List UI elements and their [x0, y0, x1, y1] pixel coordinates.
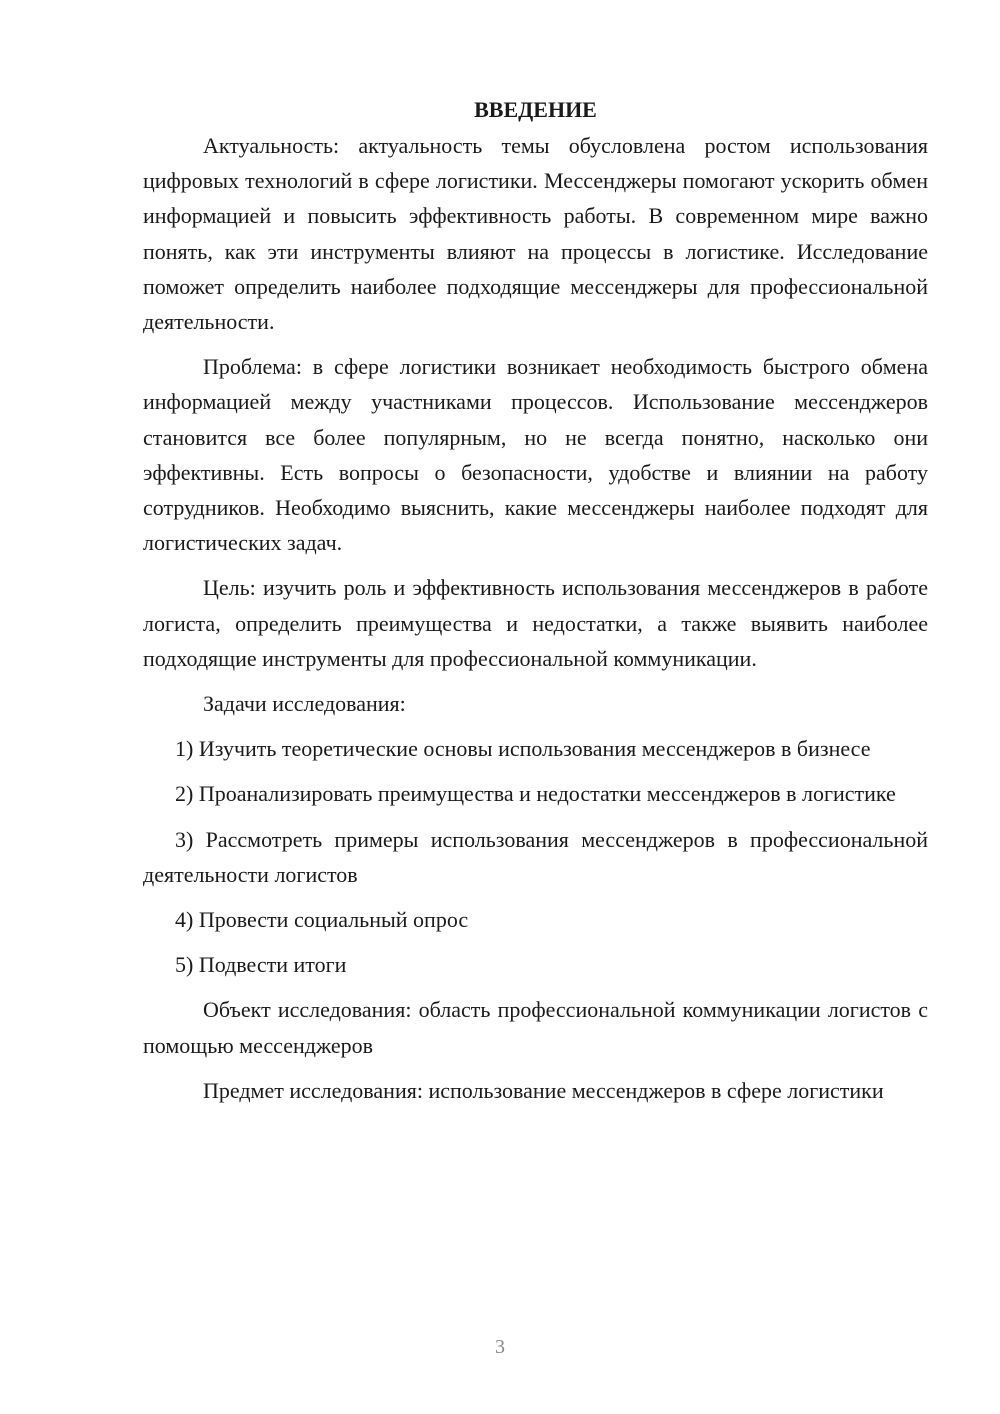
page-number: 3	[495, 1336, 505, 1358]
list-item: 1) Изучить теоретические основы использования мессенджеров в бизнесе	[175, 736, 871, 762]
paragraph-object: Объект исследования: область профессиональной коммуникации логистов с помощью мессенджеров	[143, 997, 928, 1058]
paragraph-subject: Предмет исследования: использование мессенджеров в сфере логистики	[203, 1077, 884, 1103]
list-item: 4) Провести социальный опрос	[175, 907, 469, 933]
tasks-heading: Задачи исследования:	[203, 691, 406, 717]
page-content	[143, 92, 928, 1108]
list-item: 3) Рассмотреть примеры использования мессенджеров в профессиональной деятельности логистов	[143, 826, 928, 887]
page-title: ВВЕДЕНИЕ	[474, 97, 597, 122]
paragraph-problem: Проблема: в сфере логистики возникает необходимость быстрого обмена информацией между участниками процессов. Использование мессенджеров становится все более популярным, но не всегда понятно, насколько они эффективны. Есть вопросы о безопасности, удобстве и влиянии на работу сотрудников. Необходимо выяснить, какие мессенджеры наиболее подходят для логистических задач.	[143, 354, 928, 556]
paragraph-goal: Цель: изучить роль и эффективность использования мессенджеров в работе логиста, определить преимущества и недостатки, а также выявить наиболее подходящие инструменты для профессиональной коммуникации.	[143, 575, 928, 671]
tasks-list	[143, 731, 928, 982]
paragraph-relevance: Актуальность: актуальность темы обусловлена ростом использования цифровых технологий в сфере логистики. Мессенджеры помогают ускорить обмен информацией и повысить эффективность работы. В современном мире важно понять, как эти инструменты влияют на процессы в логистике. Исследование поможет определить наиболее подходящие мессенджеры для профессиональной деятельности.	[143, 133, 928, 335]
list-item: 2) Проанализировать преимущества и недостатки мессенджеров в логистике	[175, 781, 896, 807]
list-item: 5) Подвести итоги	[175, 952, 347, 978]
